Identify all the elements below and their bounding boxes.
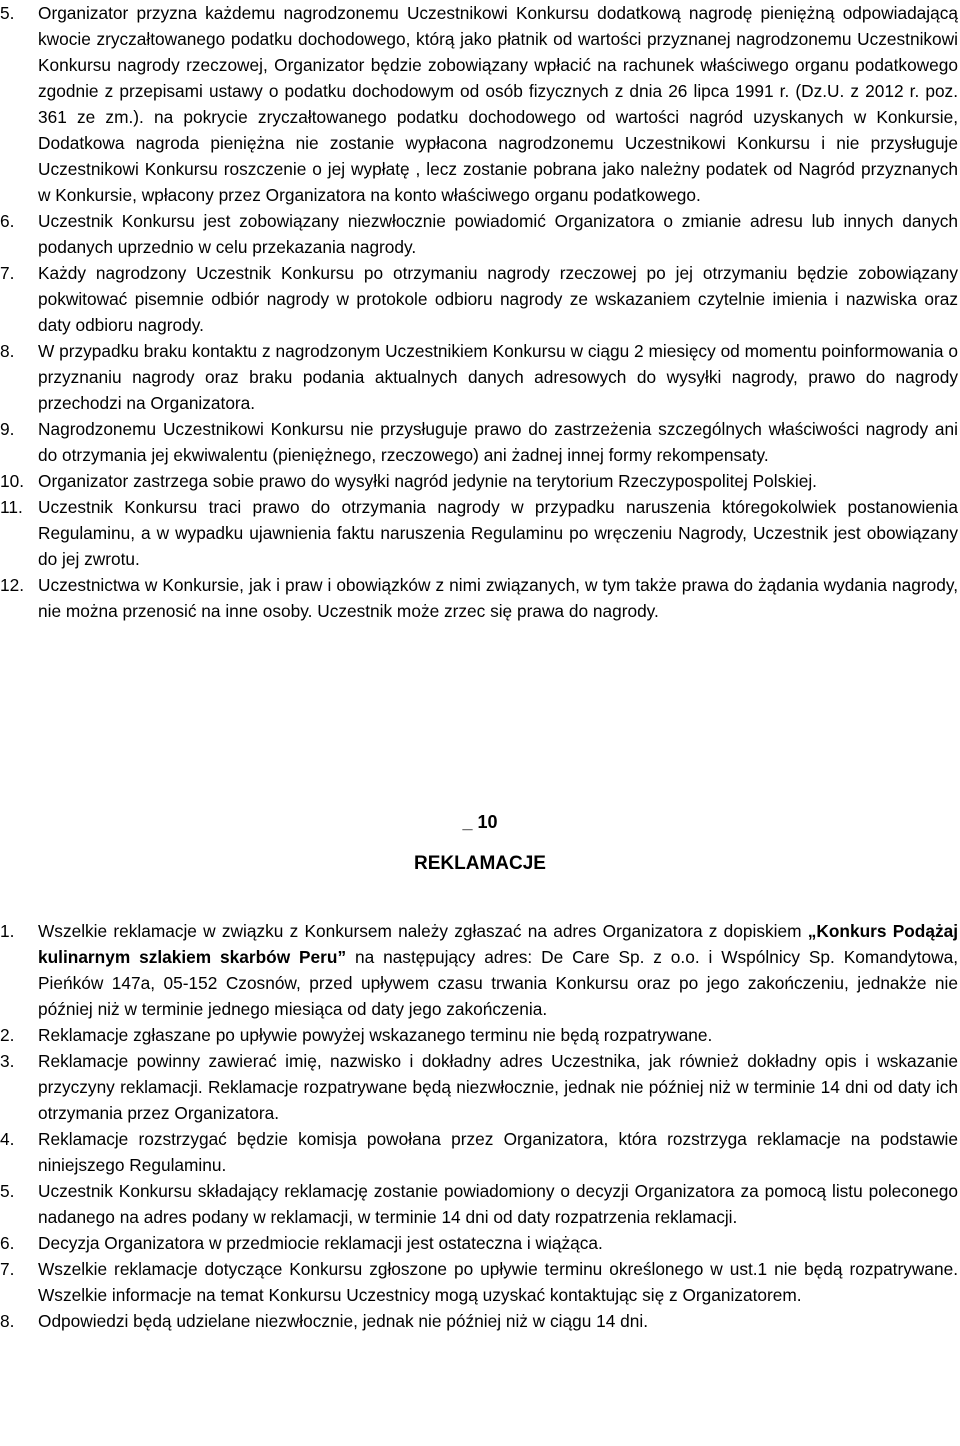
item-text: Uczestnik Konkursu jest zobowiązany niezwłocznie powiadomić Organizatora o zmianie adresu lub innych danych podanych uprzednio w celu przekazania nagrody.: [38, 211, 958, 257]
item-text: Uczestnik Konkursu traci prawo do otrzymania nagrody w przypadku naruszenia któregokolwiek postanowienia Regulaminu, a w wypadku ujawnienia faktu naruszenia Regulaminu po wręczeniu Nagrody, Uczestnik jest obowiązany do jej zwrotu.: [38, 497, 958, 569]
section-title: REKLAMACJE: [414, 853, 546, 874]
contest-name: „Konkurs Podążaj kulinarnym szlakiem skarbów Peru”: [38, 921, 958, 967]
list-item: [0, 494, 960, 572]
item-text: Nagrodzonemu Uczestnikowi Konkursu nie przysługuje prawo do zastrzeżenia szczególnych właściwości nagrody ani do otrzymania jej ekwiwalentu (pieniężnego, rzeczowego) ani żadnej innej formy rekompensaty.: [38, 419, 958, 465]
item-number: 8.: [0, 1311, 15, 1331]
list-item: [0, 416, 960, 468]
item-number: 2.: [0, 1025, 15, 1045]
item-text: Odpowiedzi będą udzielane niezwłocznie, jednak nie później niż w ciągu 14 dni.: [38, 1311, 649, 1331]
item-text: Organizator przyzna każdemu nagrodzonemu Uczestnikowi Konkursu dodatkową nagrodę pieniężną odpowiadającą kwocie zryczałtowanego podatku dochodowego, którą jako płatnik od wartości przyznanej nagrodzonemu Uczestnikowi Konkursu nagrody rzeczowej, Organizator będzie zobowiązany wpłacić na rachunek właściwego organu podatkowego zgodnie z przepisami ustawy o podatku dochodowym od osób fizycznych z dnia 26 lipca 1991 r. (Dz.U. z 2012 r. poz. 361 ze zm.). na pokrycie zryczałtowanego podatku dochodowego od wartości nagród uzyskanych w Konkursie, Dodatkowa nagroda pieniężna nie zostanie wypłacona nagrodzonemu Uczestnikowi Konkursu i nie przysługuje Uczestnikowi Konkursu roszczenie o jej wypłatę , lecz zostanie pobrana jako należny podatek od Nagród przyznanych w Konkursie, wpłacony przez Organizatora na konto właściwego organu podatkowego.: [38, 3, 958, 205]
item-text: Uczestnictwa w Konkursie, jak i praw i obowiązków z nimi związanych, w tym także prawa do żądania wydania nagrody, nie można przenosić na inne osoby. Uczestnik może zrzec się prawa do nagrody.: [38, 575, 958, 621]
list-item: [0, 208, 960, 260]
item-text: Reklamacje zgłaszane po upływie powyżej wskazanego terminu nie będą rozpatrywane.: [38, 1025, 713, 1045]
item-text: W przypadku braku kontaktu z nagrodzonym Uczestnikiem Konkursu w ciągu 2 miesięcy od momentu poinformowania o przyznaniu nagrody oraz braku podania aktualnych danych adresowych do wysyłki nagrody, prawo do nagrody przechodzi na Organizatora.: [38, 341, 958, 413]
section-number-value: 10: [477, 812, 498, 832]
section-heading: [0, 810, 960, 876]
item-number: 12.: [0, 575, 25, 595]
list-item: [0, 1256, 960, 1308]
list-item: [0, 1048, 960, 1126]
section-number: [0, 810, 960, 834]
list-item: [0, 572, 960, 624]
item-text: Organizator zastrzega sobie prawo do wysyłki nagród jedynie na terytorium Rzeczypospolitej Polskiej.: [38, 471, 817, 491]
item-number: 10.: [0, 471, 25, 491]
list-item: [0, 0, 960, 208]
item-text: Reklamacje powinny zawierać imię, nazwisko i dokładny adres Uczestnika, jak również dokładny opis i wskazanie przyczyny reklamacji. Reklamacje rozpatrywane będą niezwłocznie, jednak nie później niż w terminie 14 dni od daty ich otrzymania przez Organizatora.: [38, 1051, 958, 1123]
item-text: Wszelkie reklamacje dotyczące Konkursu zgłoszone po upływie terminu określonego w ust.1 nie będą rozpatrywane. Wszelkie informacje na temat Konkursu Uczestnicy mogą uzyskać kontaktując się z Organizatorem.: [38, 1259, 958, 1305]
item-number: 5.: [0, 3, 15, 23]
item-number: 9.: [0, 419, 15, 439]
item-text: Każdy nagrodzony Uczestnik Konkursu po otrzymaniu nagrody rzeczowej po jej otrzymaniu będzie zobowiązany pokwitować pisemnie odbiór nagrody w protokole odbioru nagrody ze wskazaniem czytelnie imienia i nazwiska oraz daty odbioru nagrody.: [38, 263, 958, 335]
item-text-before: Wszelkie reklamacje w związku z Konkursem należy zgłaszać na adres Organizatora z dopiskiem: [38, 921, 808, 941]
prize-rules-list: [0, 0, 960, 624]
list-item: [0, 918, 960, 1022]
item-number: 6.: [0, 211, 15, 231]
item-number: 11.: [0, 497, 23, 517]
item-number: 8.: [0, 341, 15, 361]
item-number: 7.: [0, 263, 15, 283]
list-item: [0, 1308, 960, 1334]
item-number: 5.: [0, 1181, 15, 1201]
item-number: 4.: [0, 1129, 15, 1149]
item-text-after: na następujący adres: De Care Sp. z o.o. i Wspólnicy Sp. Komandytowa, Pieńków 147a, 05-152 Czosnów, przed upływem czasu trwania Konkursu oraz po jego zakończeniu, jednakże nie później niż w terminie jednego miesiąca od daty jego zakończenia.: [38, 947, 958, 1019]
item-text: Reklamacje rozstrzygać będzie komisja powołana przez Organizatora, która rozstrzyga reklamacje na podstawie niniejszego Regulaminu.: [38, 1129, 958, 1175]
list-item: [0, 1178, 960, 1230]
item-number: 1.: [0, 921, 15, 941]
item-text: Uczestnik Konkursu składający reklamację zostanie powiadomiony o decyzji Organizatora za pomocą listu poleconego nadanego na adres podany w reklamacji, w terminie 14 dni od daty rozpatrzenia reklamacji.: [38, 1181, 958, 1227]
list-item: [0, 1022, 960, 1048]
item-text: Decyzja Organizatora w przedmiocie reklamacji jest ostateczna i wiążąca.: [38, 1233, 603, 1253]
list-item: [0, 468, 960, 494]
item-number: 6.: [0, 1233, 15, 1253]
item-number: 3.: [0, 1051, 15, 1071]
list-item: [0, 1230, 960, 1256]
list-item: [0, 1126, 960, 1178]
section-number-underscore: _: [462, 812, 473, 832]
complaints-list: [0, 918, 960, 1334]
list-item: [0, 260, 960, 338]
list-item: [0, 338, 960, 416]
item-number: 7.: [0, 1259, 15, 1279]
